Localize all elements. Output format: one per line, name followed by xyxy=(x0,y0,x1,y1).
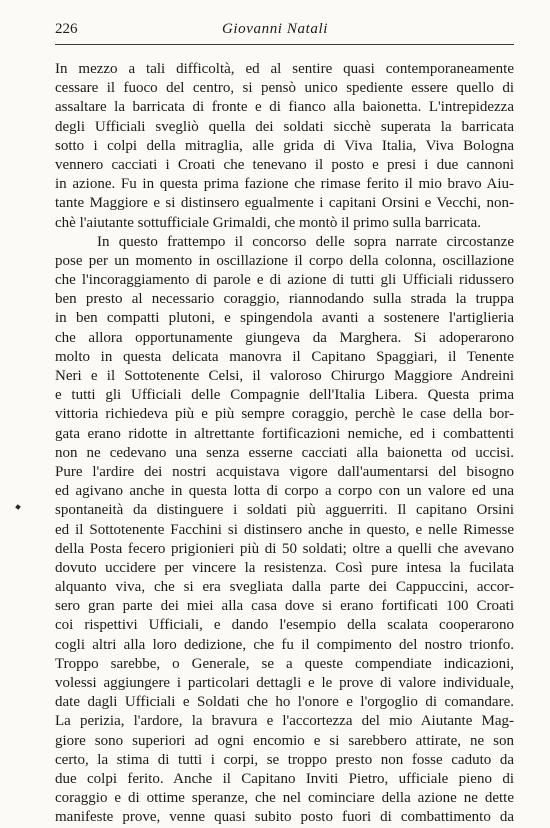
text-line: gata erano ridotte in altrettante fortificazioni nemiche, ed i combattenti xyxy=(55,425,514,442)
text-line: dovuto uccidere per vincere la resistenza. Così pure intesa la fucilata xyxy=(55,559,514,576)
text-line: due colpi ferito. Anche il Capitano Inviti Pietro, ufficiale pieno di xyxy=(55,770,514,787)
text-line: coraggio e di ottime speranze, che nel cominciare della azione ne dette xyxy=(55,790,514,807)
text-line: ben presto al necessario coraggio, riannodando sulla strada la truppa xyxy=(55,291,514,308)
text-line: ed agivano anche in questa lotta di corpo a corpo con un valore ed una xyxy=(55,483,514,500)
text-line: date dagli Ufficiali e Soldati che ho l'onore e l'orgoglio di comandare. xyxy=(55,694,514,711)
text-line: volessi aggiungere i particolari dettagli e le prove di valore individuale, xyxy=(55,675,514,691)
text-line: che l'incoraggiamento di parole e di azione di tutti gli Ufficiali ridussero xyxy=(55,272,514,289)
text-line: degli Ufficiali svegliò quella dei soldati sicchè superata la barricata xyxy=(55,118,514,135)
text-line: coi rispettivi Ufficiali, e dando l'esempio della scalata cooperarono xyxy=(55,617,514,634)
text-line: in azione. Fu in questa prima fazione che rimase ferito il mio bravo Aiu- xyxy=(55,176,514,193)
text-line: e tutti gli Ufficiali delle Compagnie dell'Italia Libera. Questa prima xyxy=(55,387,514,404)
text-line: La perizia, l'ardore, la bravura e l'accortezza del mio Aiutante Mag- xyxy=(55,713,514,730)
text-line: vennero cacciati i Croati che tenevano il posto e presi i due cannoni xyxy=(55,156,514,173)
text-line: giore sono superiori ad ogni encomio e si sarebbero attirate, ne son xyxy=(55,732,514,749)
text-line: molto in questa delicata manovra il Capitano Spaggiari, il Tenente xyxy=(55,348,514,365)
running-title: Giovanni Natali xyxy=(221,21,329,37)
text-line: Pure l'ardire dei nostri acquistava vigore dall'aumentarsi del bisogno xyxy=(55,463,514,480)
text-line: chè l'aiutante sottufficiale Grimaldi, che montò il primo sulla barricata. xyxy=(55,214,482,231)
text-line: cogli altri alla loro dedizione, che fu il compimento del nostro trionfo. xyxy=(55,636,514,653)
margin-mark xyxy=(15,504,21,510)
text-line: della Posta fecero prigionieri più di 50 soldati; oltre a quelli che avevano xyxy=(55,540,514,557)
text-line: in ben compatti plutoni, e spingendola avanti a sostenere l'artiglieria xyxy=(55,310,514,327)
text-line: pose per un momento in oscillazione il corpo della colonna, oscillazione xyxy=(55,252,514,269)
text-line: In mezzo a tali difficoltà, ed al sentire quasi contemporaneamente xyxy=(55,61,514,77)
text-line: ed il Sottotenente Facchini si distinsero anche in questo, e nelle Rimesse xyxy=(55,521,514,538)
text-line: assaltare la barricata di fronte e di fianco alla baionetta. L'intrepidezza xyxy=(55,99,514,116)
text-line: In questo frattempo il concorso delle sopra narrate circostanze xyxy=(97,233,514,250)
header-rule xyxy=(55,44,514,45)
text-line: cessare il fuoco del centro, si pensò unico spediente essere quello di xyxy=(55,80,514,97)
text-line: non ne cedevano una senza esserne cacciati alla baionetta od uccisi. xyxy=(55,444,514,461)
text-line: manifeste prove, venne quasi subito posto fuori di combattimento da xyxy=(55,809,514,826)
text-line: tante Maggiore e si distinsero egualmente i capitani Orsini e Vecchi, non- xyxy=(55,195,514,212)
text-line: certo, la stima di tutti i corpi, se troppo presto non fosse caduto da xyxy=(55,751,514,768)
text-line: vittoria richiedeva più e più sempre coraggio, perchè le case della bor- xyxy=(55,406,514,423)
text-line: Troppo sarebbe, o Generale, se a queste compendiate indicazioni, xyxy=(55,655,514,672)
text-line: sero gran parte dei miei alla casa dove si erano fortificati 100 Croati xyxy=(55,598,514,615)
page-number: 226 xyxy=(55,21,78,37)
text-line: Neri e il Sottotenente Celsi, il valoroso Chirurgo Maggiore Andreini xyxy=(55,368,514,384)
text-line: sotto i colpi della mitraglia, alle grida di Viva Italia, Viva Bologna xyxy=(55,137,514,154)
text-line: alquanto viva, che si era svegliata dalla parte dei Cappuccini, accor- xyxy=(55,579,514,596)
page-header xyxy=(0,0,550,48)
text-line: che allora opportunamente giungeva da Marghera. Si adoperarono xyxy=(55,329,514,346)
body-text xyxy=(55,60,514,828)
text-line: spontaneità da distinguere i soldati più agguerriti. Il capitano Orsini xyxy=(55,502,514,519)
